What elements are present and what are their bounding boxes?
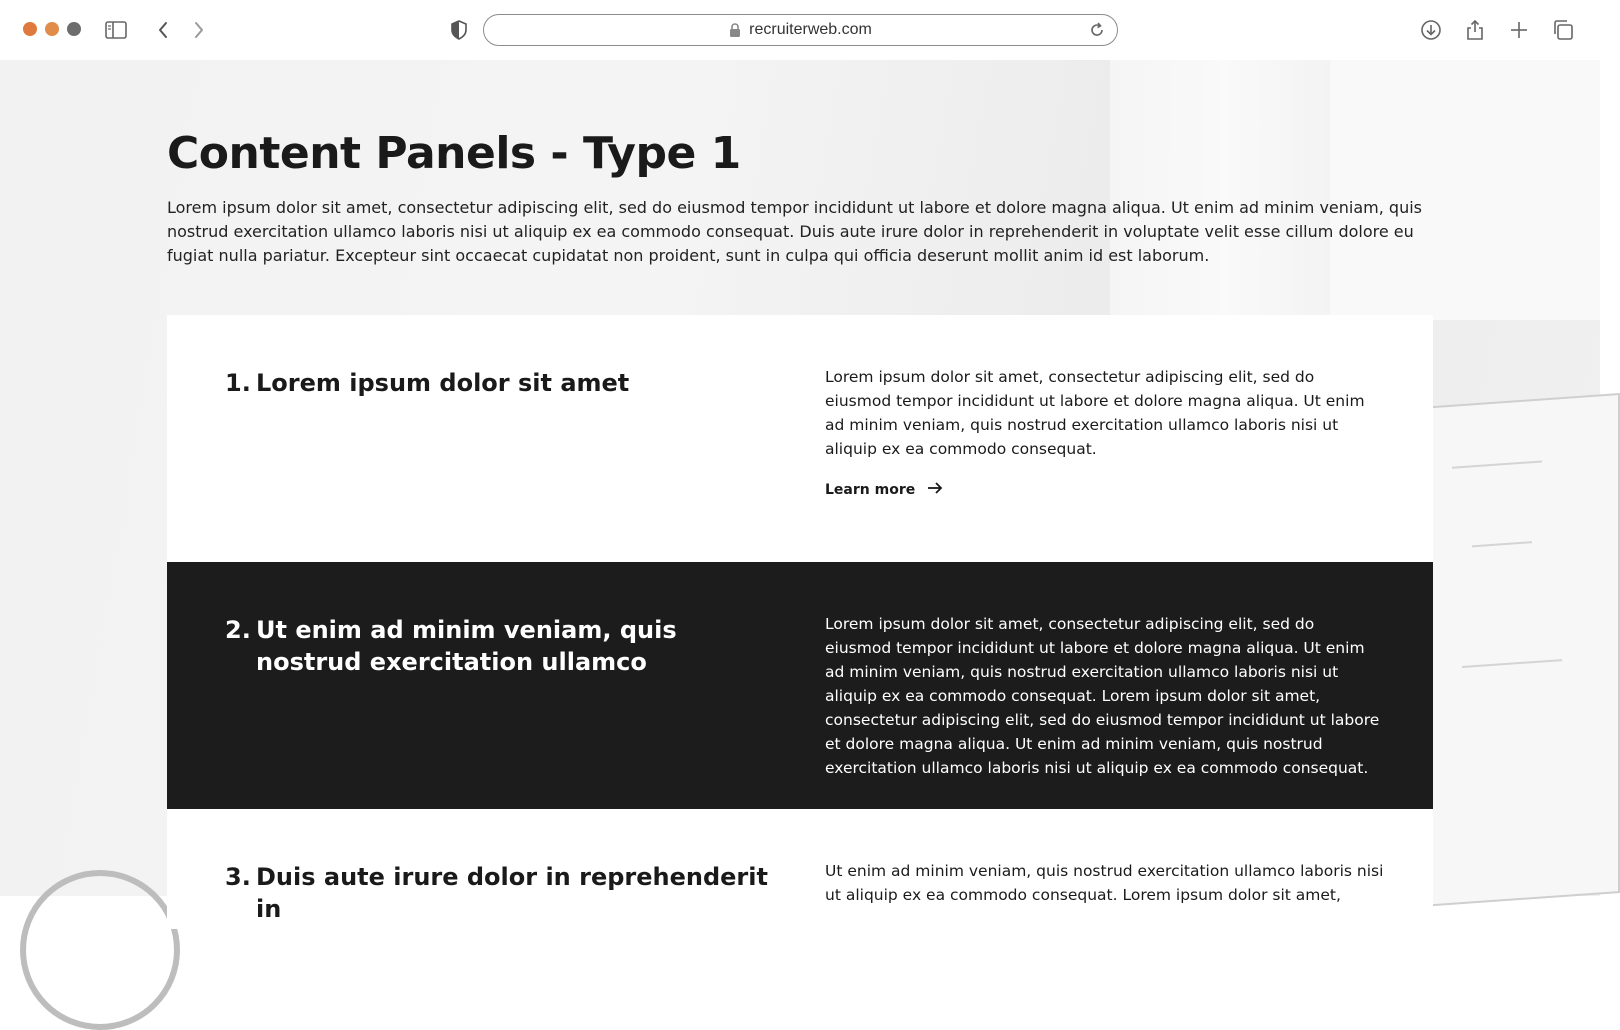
sidebar-icon[interactable] <box>102 16 130 44</box>
panel-3-body: Ut enim ad minim veniam, quis nostrud exercitation ullamco laboris nisi ut aliquip ex ea commodo consequat. Lorem ipsum dolor sit amet, <box>825 862 1384 904</box>
panel-3-title <box>225 861 785 925</box>
panel-3-title-text: Duis aute irure dolor in reprehenderit in <box>256 863 768 923</box>
learn-more-link[interactable] <box>825 481 943 499</box>
share-icon[interactable] <box>1461 16 1489 44</box>
background-whiteboard <box>1420 393 1620 907</box>
shield-icon[interactable] <box>445 16 473 44</box>
content-panel-3 <box>167 809 1433 929</box>
panel-1-body: Lorem ipsum dolor sit amet, consectetur adipiscing elit, sed do eiusmod tempor incididunt ut labore et dolore magna aliqua. Ut enim ad minim veniam, quis nostrud exercitation ullamco laboris nisi ut aliquip ex ea commodo consequat. <box>825 368 1365 458</box>
lock-icon <box>729 23 741 37</box>
panel-2-number: 2. <box>225 616 251 644</box>
panel-3-number: 3. <box>225 863 251 891</box>
back-icon[interactable] <box>149 16 177 44</box>
panel-1-title <box>225 367 785 399</box>
content-panel-1 <box>167 315 1433 562</box>
new-tab-icon[interactable] <box>1505 16 1533 44</box>
content-panel-2 <box>167 562 1433 809</box>
minimize-window-button[interactable] <box>45 22 59 36</box>
background-window-upper <box>1330 60 1600 320</box>
address-bar[interactable] <box>483 14 1118 46</box>
tabs-overview-icon[interactable] <box>1549 16 1577 44</box>
learn-more-label: Learn more <box>825 482 916 498</box>
panel-2-title <box>225 614 785 678</box>
reload-icon[interactable] <box>1089 22 1107 40</box>
arrow-right-icon <box>927 481 943 499</box>
panel-1-number: 1. <box>225 369 251 397</box>
forward-icon[interactable] <box>185 16 213 44</box>
panel-1-title-text: Lorem ipsum dolor sit amet <box>256 369 630 397</box>
background-bicycle-wheel <box>20 870 180 1030</box>
url-text: recruiterweb.com <box>749 21 872 38</box>
page-title: Content Panels - Type 1 <box>167 128 741 179</box>
browser-toolbar <box>0 0 1600 60</box>
zoom-window-button[interactable] <box>67 22 81 36</box>
panel-2-body: Lorem ipsum dolor sit amet, consectetur adipiscing elit, sed do eiusmod tempor incididunt ut labore et dolore magna aliqua. Ut enim ad minim veniam, quis nostrud exercitation ullamco laboris nisi ut aliquip ex ea commodo consequat. Lorem ipsum dolor sit amet, consectetur adipiscing elit, sed do eiusmod tempor incididunt ut labore et dolore magna aliqua. Ut enim ad minim veniam, quis nostrud exercitation ullamco laboris nisi ut aliquip ex ea commodo consequat. <box>825 615 1380 777</box>
panel-2-title-text: Ut enim ad minim veniam, quis nostrud exercitation ullamco <box>256 616 677 676</box>
page-content <box>0 60 1600 923</box>
intro-paragraph: Lorem ipsum dolor sit amet, consectetur adipiscing elit, sed do eiusmod tempor incididunt ut labore et dolore magna aliqua. Ut enim ad minim veniam, quis nostrud exercitation ullamco laboris nisi ut aliquip ex ea commodo consequat. Duis aute irure dolor in reprehenderit in voluptate velit esse cillum dolore eu fugiat nulla pariatur. Excepteur sint occaecat cupidatat non proident, sunt in culpa qui officia deserunt mollit anim id est laborum. <box>167 198 1422 265</box>
download-icon[interactable] <box>1417 16 1445 44</box>
close-window-button[interactable] <box>23 22 37 36</box>
